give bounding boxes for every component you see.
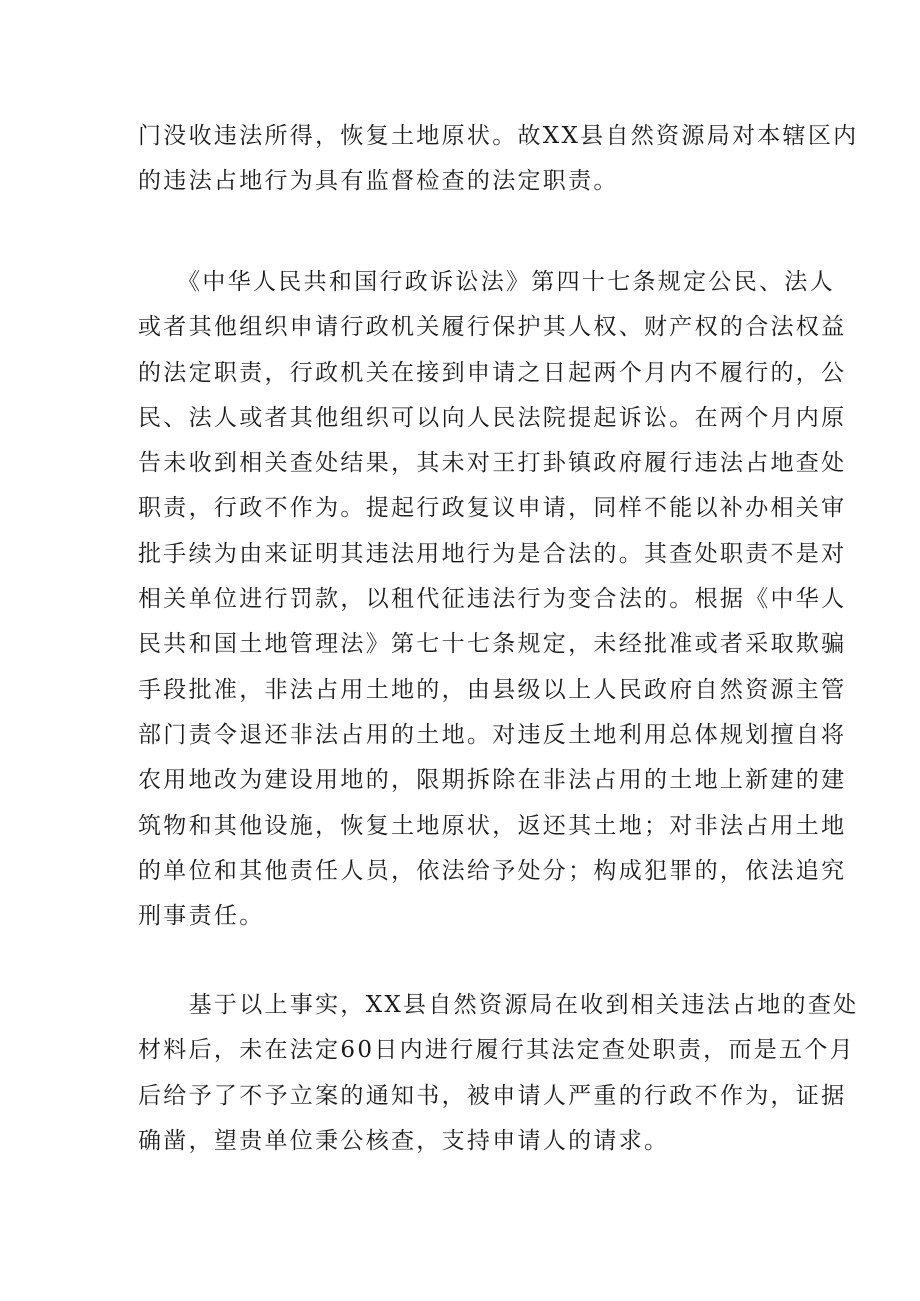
paragraph-continuation [138, 114, 859, 205]
text-line: 的单位和其他责任人员，依法给予处分；构成犯罪的，依法追究 [138, 857, 847, 884]
text-line: 门没收违法所得，恢复土地原状。故XX县自然资源局对本辖区内 [138, 123, 859, 149]
text-line: 或者其他组织申请行政机关履行保护其人权、财产权的合法权益 [138, 314, 847, 341]
text-line: 告未收到相关查处结果，其未对王打卦镇政府履行违法占地查处 [138, 450, 847, 477]
text-line: 后给予了不予立案的通知书，被申请人严重的行政不作为，证据 [138, 1082, 847, 1109]
text-line: 的法定职责，行政机关在接到申请之日起两个月内不履行的，公 [138, 359, 847, 386]
text-line: 刑事责任。 [138, 903, 265, 930]
text-line: 《中华人民共和国行政诉讼法》第四十七条规定公民、法人 [138, 269, 835, 295]
text-line: 职责，行政不作为。提起行政复议申请，同样不能以补办相关审 [138, 495, 847, 522]
text-line: 农用地改为建设用地的，限期拆除在非法占用的土地上新建的建 [138, 767, 847, 794]
text-line: 的违法占地行为具有监督检查的法定职责。 [138, 168, 619, 195]
text-line: 民共和国土地管理法》第七十七条规定，未经批准或者采取欺骗 [138, 631, 847, 658]
text-line: 相关单位进行罚款，以租代征违法行为变合法的。根据《中华人 [138, 586, 847, 613]
text-line: 批手续为由来证明其违法用地行为是合法的。其查处职责不是对 [138, 540, 847, 567]
paragraph-legal-basis [138, 260, 847, 939]
text-line: 手段批准，非法占用土地的，由县级以上人民政府自然资源主管 [138, 676, 847, 703]
text-line: 基于以上事实，XX县自然资源局在收到相关违法占地的查处 [138, 992, 859, 1018]
text-line: 筑物和其他设施，恢复土地原状，返还其土地；对非法占用土地 [138, 812, 847, 839]
text-line: 材料后，未在法定60日内进行履行其法定查处职责，而是五个月 [138, 1037, 855, 1064]
text-line: 确凿，望贵单位秉公核查，支持申请人的请求。 [138, 1127, 670, 1154]
paragraph-conclusion [138, 983, 859, 1164]
text-line: 部门责令退还非法占用的土地。对违反土地利用总体规划擅自将 [138, 721, 847, 748]
text-line: 民、法人或者其他组织可以向人民法院提起诉讼。在两个月内原 [138, 404, 847, 431]
